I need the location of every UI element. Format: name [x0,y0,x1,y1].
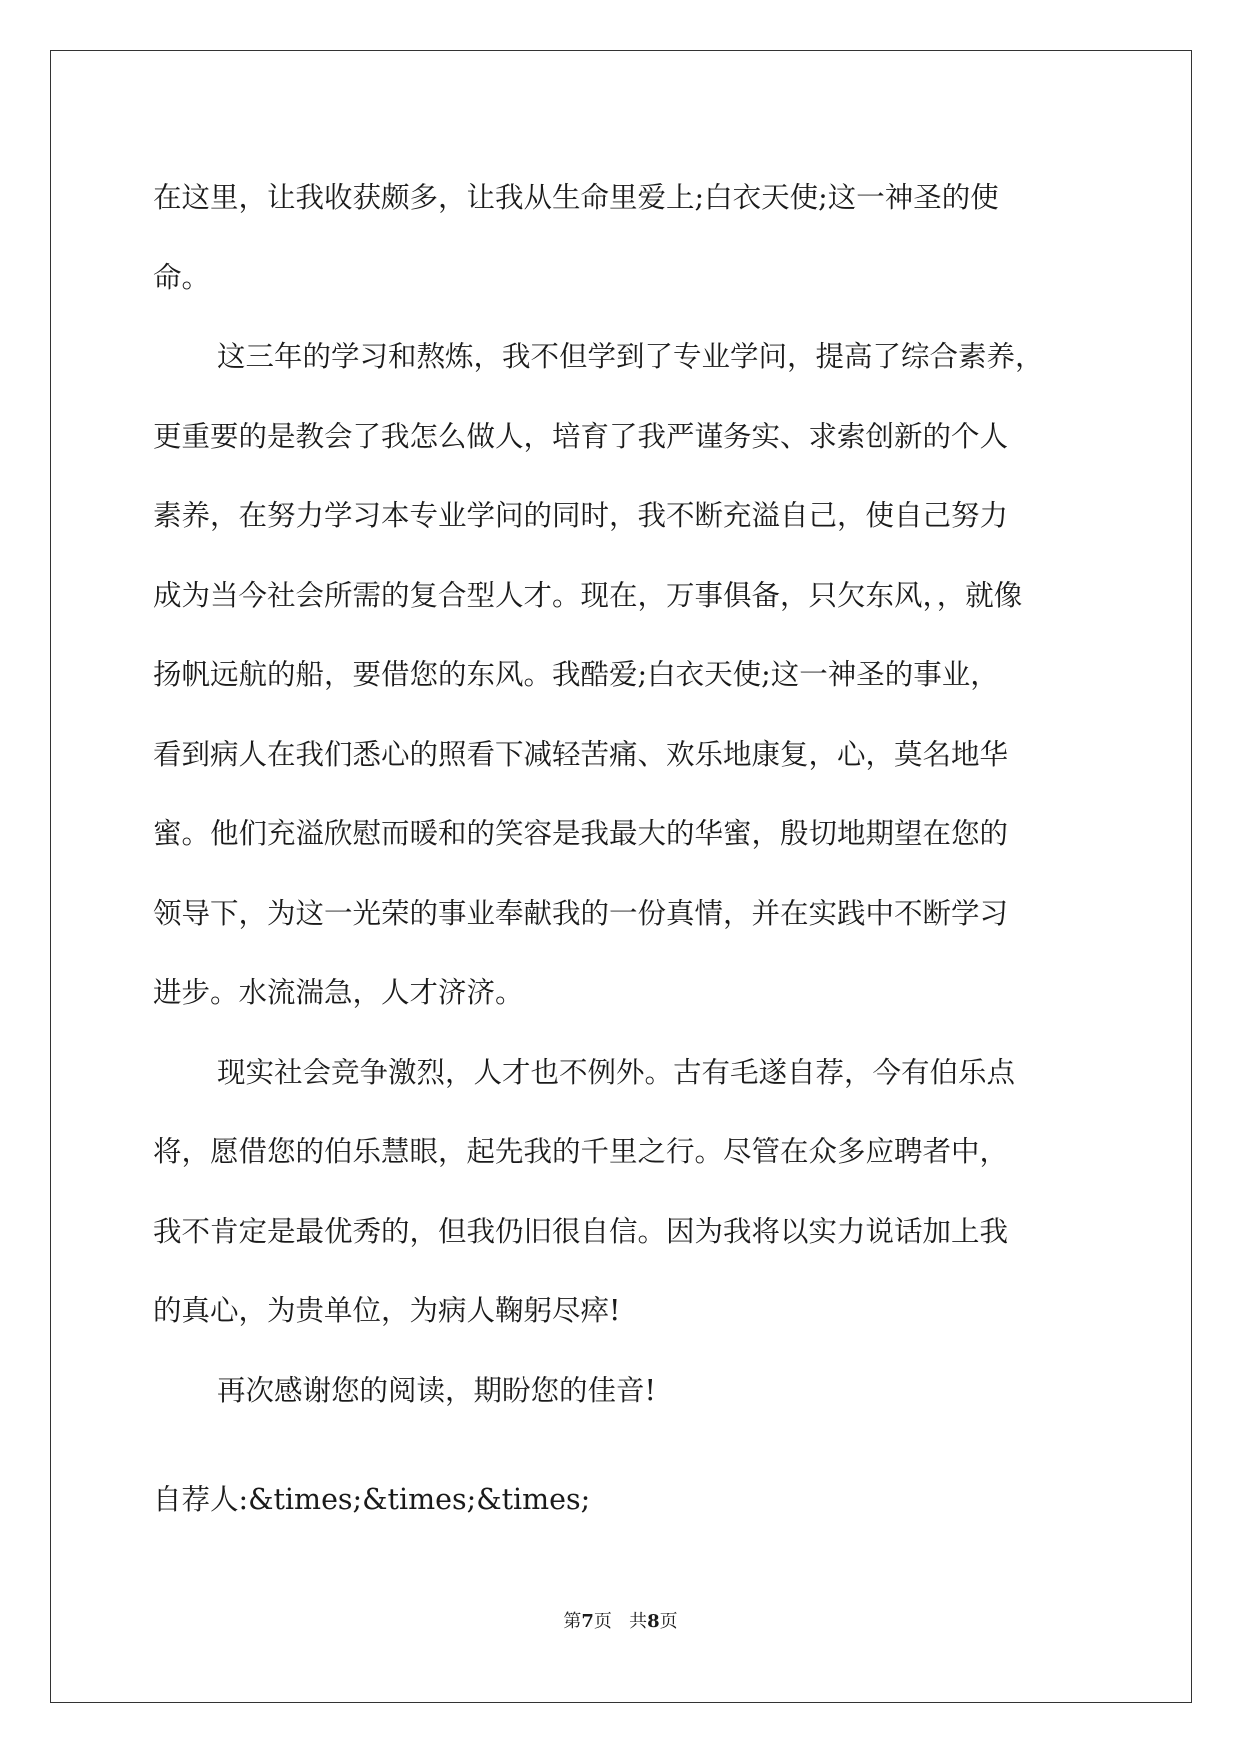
text-line: 素养，在努力学习本专业学问的同时，我不断充溢自己，使自己努力 [153,499,1009,532]
document-body [153,158,1091,1430]
signature-line: 自荐人:&times;&times;&times; [153,1483,591,1516]
page-footer [0,1610,1241,1634]
text-line: 更重要的是教会了我怎么做人，培育了我严谨务实、求索创新的个人 [153,419,1009,453]
text-line: 进步。水流湍急，人才济济。 [153,976,524,1009]
text-line: 我不肯定是最优秀的，但我仍旧很自信。因为我将以实力说话加上我 [153,1214,1009,1248]
paragraph-start-line: 现实社会竞争激烈，人才也不例外。古有毛遂自荐，今有伯乐点 [217,1055,1016,1089]
total-page-number: 8 [647,1611,660,1632]
text-line: 在这里，让我收获颇多，让我从生命里爱上;白衣天使;这一神圣的使 [153,181,999,214]
paragraph-start-line: 这三年的学习和熬炼，我不但学到了专业学问，提高了综合素养， [217,340,1044,373]
text-line: 命。 [153,260,211,294]
text-line: 蜜。他们充溢欣慰而暖和的笑容是我最大的华蜜，殷切地期望在您的 [153,817,1009,850]
current-page-number: 7 [581,1611,594,1632]
text-line: 领导下，为这一光荣的事业奉献我的一份真情，并在实践中不断学习 [153,896,1009,930]
total-label-prefix: 共 [629,1611,648,1632]
page-label-suffix: 页 [593,1611,612,1632]
paragraph-start-line: 再次感谢您的阅读，期盼您的佳音! [217,1373,656,1407]
text-line: 看到病人在我们悉心的照看下减轻苦痛、欢乐地康复，心，莫名地华 [153,737,1009,771]
page-label-prefix: 第 [563,1611,582,1632]
text-line: 的真心，为贵单位，为病人鞠躬尽瘁! [153,1294,621,1327]
text-line: 扬帆远航的船，要借您的东风。我酷爱;白衣天使;这一神圣的事业， [153,658,999,691]
text-line: 成为当今社会所需的复合型人才。现在，万事俱备，只欠东风，，就像 [153,578,1023,612]
text-line: 将，愿借您的伯乐慧眼，起先我的千里之行。尽管在众多应聘者中， [153,1135,1009,1168]
total-label-suffix: 页 [659,1611,678,1632]
